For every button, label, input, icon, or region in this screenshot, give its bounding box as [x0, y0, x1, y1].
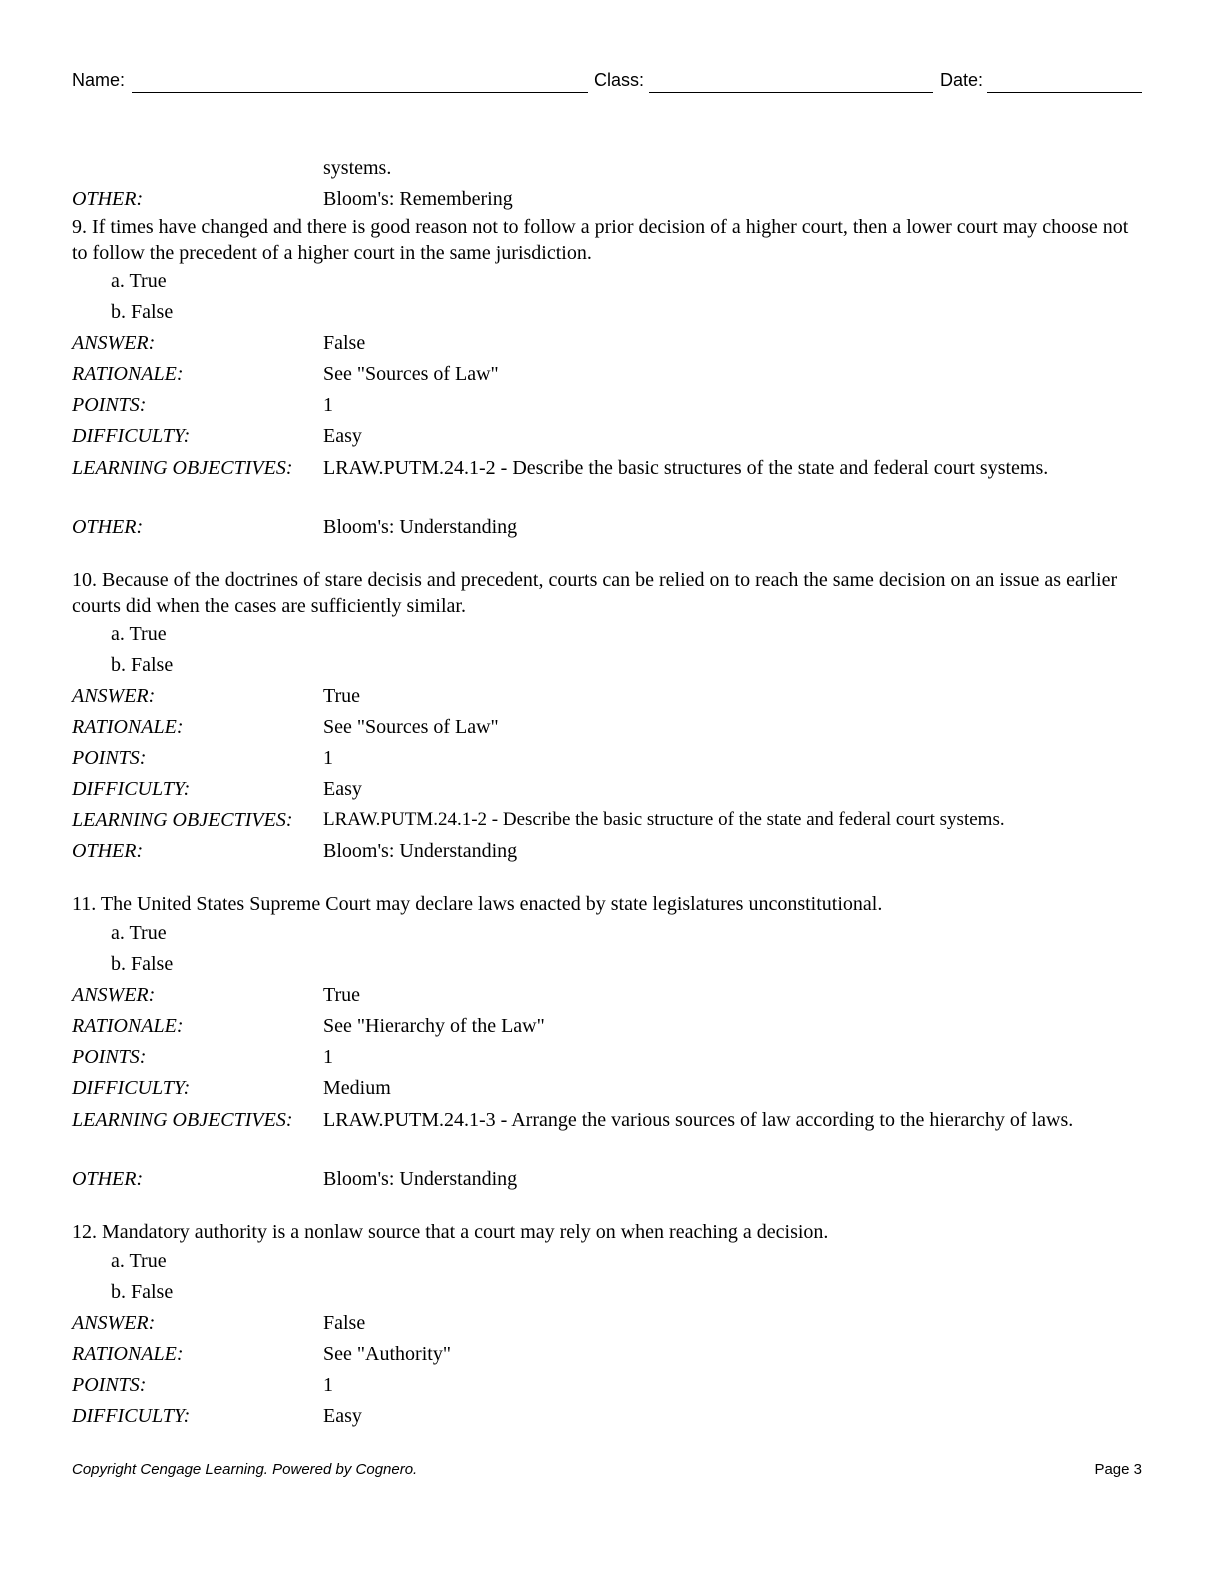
other-label: OTHER: — [72, 516, 144, 538]
learning-objectives-value: LRAW.PUTM.24.1-3 - Arrange the various sources of law according to the hierarchy of laws. — [323, 1109, 1074, 1131]
points-value: 1 — [323, 1374, 333, 1396]
lo-tail: systems. — [323, 157, 392, 179]
question-text: 9. If times have changed and there is good reason not to follow a prior decision of a higher court, then a lower court may choose not to follow the precedent of a higher court in the same jurisdiction. — [72, 216, 1129, 264]
date-label: Date: — [940, 70, 984, 90]
difficulty-value: Easy — [323, 425, 362, 447]
rationale-label: RATIONALE: — [72, 716, 184, 738]
answer-label: ANSWER: — [72, 332, 156, 354]
copyright-text: Copyright Cengage Learning. Powered by Cognero. — [72, 1461, 418, 1478]
learning-objectives-value: LRAW.PUTM.24.1-2 - Describe the basic structures of the state and federal court systems. — [323, 457, 1049, 479]
other-value: Bloom's: Understanding — [323, 840, 518, 862]
difficulty-label: DIFFICULTY: — [72, 1405, 191, 1427]
rationale-value: See "Authority" — [323, 1343, 451, 1365]
class-line — [649, 92, 933, 93]
option-false: b. False — [111, 654, 174, 676]
option-false: b. False — [111, 301, 174, 323]
option-true: a. True — [111, 270, 167, 292]
page-number: Page 3 — [1094, 1461, 1142, 1478]
rationale-value: See "Hierarchy of the Law" — [323, 1015, 545, 1037]
points-label: POINTS: — [72, 394, 147, 416]
other-value: Bloom's: Understanding — [323, 1168, 518, 1190]
points-label: POINTS: — [72, 747, 147, 769]
rationale-label: RATIONALE: — [72, 1015, 184, 1037]
difficulty-value: Medium — [323, 1077, 391, 1099]
date-line — [987, 92, 1142, 93]
rationale-label: RATIONALE: — [72, 363, 184, 385]
difficulty-label: DIFFICULTY: — [72, 778, 191, 800]
difficulty-label: DIFFICULTY: — [72, 1077, 191, 1099]
other-value: Bloom's: Remembering — [323, 188, 513, 210]
answer-label: ANSWER: — [72, 984, 156, 1006]
option-true: a. True — [111, 623, 167, 645]
difficulty-value: Easy — [323, 778, 362, 800]
learning-objectives-value: LRAW.PUTM.24.1-2 - Describe the basic structure of the state and federal court systems. — [323, 809, 1005, 830]
other-label: OTHER: — [72, 840, 144, 862]
answer-value: False — [323, 1312, 366, 1334]
other-value: Bloom's: Understanding — [323, 516, 518, 538]
name-line — [132, 92, 588, 93]
name-label: Name: — [72, 70, 126, 90]
option-false: b. False — [111, 1281, 174, 1303]
other-label: OTHER: — [72, 188, 144, 210]
rationale-label: RATIONALE: — [72, 1343, 184, 1365]
learning-objectives-label: LEARNING OBJECTIVES: — [72, 1109, 293, 1131]
difficulty-label: DIFFICULTY: — [72, 425, 191, 447]
question-text: 12. Mandatory authority is a nonlaw source that a court may rely on when reaching a decision. — [72, 1221, 829, 1243]
rationale-value: See "Sources of Law" — [323, 363, 499, 385]
option-true: a. True — [111, 922, 167, 944]
learning-objectives-label: LEARNING OBJECTIVES: — [72, 457, 293, 479]
rationale-value: See "Sources of Law" — [323, 716, 499, 738]
learning-objectives-label: LEARNING OBJECTIVES: — [72, 809, 293, 831]
answer-value: True — [323, 685, 361, 707]
answer-label: ANSWER: — [72, 685, 156, 707]
answer-label: ANSWER: — [72, 1312, 156, 1334]
question-text: 10. Because of the doctrines of stare decisis and precedent, courts can be relied on to reach the same decision on an issue as earlier courts did when the cases are sufficiently similar. — [72, 569, 1118, 617]
points-value: 1 — [323, 1046, 333, 1068]
answer-value: True — [323, 984, 361, 1006]
points-value: 1 — [323, 747, 333, 769]
points-label: POINTS: — [72, 1374, 147, 1396]
option-true: a. True — [111, 1250, 167, 1272]
class-label: Class: — [594, 70, 645, 90]
page-header — [72, 70, 1142, 98]
other-label: OTHER: — [72, 1168, 144, 1190]
points-label: POINTS: — [72, 1046, 147, 1068]
points-value: 1 — [323, 394, 333, 416]
option-false: b. False — [111, 953, 174, 975]
question-text: 11. The United States Supreme Court may declare laws enacted by state legislatures unconstitutional. — [72, 893, 883, 915]
answer-value: False — [323, 332, 366, 354]
difficulty-value: Easy — [323, 1405, 362, 1427]
